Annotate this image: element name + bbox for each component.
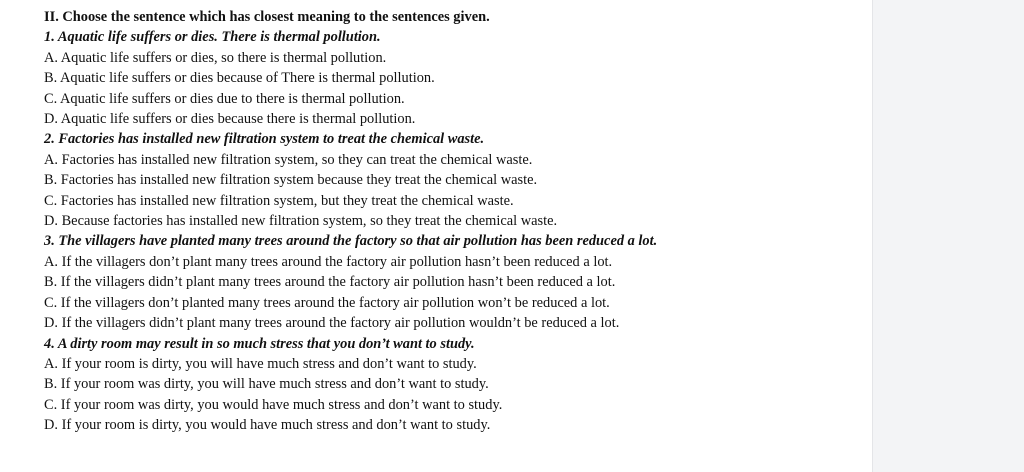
answer-option: B. Aquatic life suffers or dies because of There is thermal pollution. bbox=[44, 70, 435, 87]
question-block bbox=[44, 27, 864, 129]
question-title: 1. Aquatic life suffers or dies. There is thermal pollution. bbox=[44, 29, 381, 46]
answer-option: A. If your room is dirty, you will have much stress and don’t want to study. bbox=[44, 355, 477, 372]
question-block bbox=[44, 334, 864, 436]
question-block bbox=[44, 129, 864, 231]
answer-option: B. If your room was dirty, you will have much stress and don’t want to study. bbox=[44, 376, 489, 393]
answer-option: C. Factories has installed new filtration system, but they treat the chemical waste. bbox=[44, 192, 514, 209]
answer-option: C. If your room was dirty, you would have much stress and don’t want to study. bbox=[44, 396, 503, 413]
question-title: 2. Factories has installed new filtration system to treat the chemical waste. bbox=[44, 131, 485, 148]
question-title: 4. A dirty room may result in so much stress that you don’t want to study. bbox=[44, 335, 475, 352]
answer-option: D. Aquatic life suffers or dies because there is thermal pollution. bbox=[44, 111, 416, 128]
side-panel bbox=[872, 0, 1024, 472]
document-body bbox=[44, 7, 864, 436]
answer-option: C. Aquatic life suffers or dies due to there is thermal pollution. bbox=[44, 90, 405, 107]
answer-option: D. If the villagers didn’t plant many trees around the factory air pollution wouldn’t be reduced a lot. bbox=[44, 315, 620, 332]
answer-option: B. Factories has installed new filtration system because they treat the chemical waste. bbox=[44, 172, 538, 189]
answer-option: D. If your room is dirty, you would have much stress and don’t want to study. bbox=[44, 417, 491, 434]
answer-option: A. If the villagers don’t plant many trees around the factory air pollution hasn’t been reduced a lot. bbox=[44, 253, 613, 270]
answer-option: A. Aquatic life suffers or dies, so there is thermal pollution. bbox=[44, 49, 387, 66]
answer-option: A. Factories has installed new filtration system, so they can treat the chemical waste. bbox=[44, 151, 533, 168]
answer-option: D. Because factories has installed new filtration system, so they treat the chemical waste. bbox=[44, 213, 558, 230]
question-block bbox=[44, 231, 864, 333]
answer-option: C. If the villagers don’t planted many trees around the factory air pollution won’t be reduced a lot. bbox=[44, 294, 610, 311]
question-title: 3. The villagers have planted many trees around the factory so that air pollution has been reduced a lot. bbox=[44, 233, 658, 250]
answer-option: B. If the villagers didn’t plant many trees around the factory air pollution hasn’t been reduced a lot. bbox=[44, 274, 616, 291]
exercise-instruction: II. Choose the sentence which has closest meaning to the sentences given. bbox=[44, 9, 490, 25]
